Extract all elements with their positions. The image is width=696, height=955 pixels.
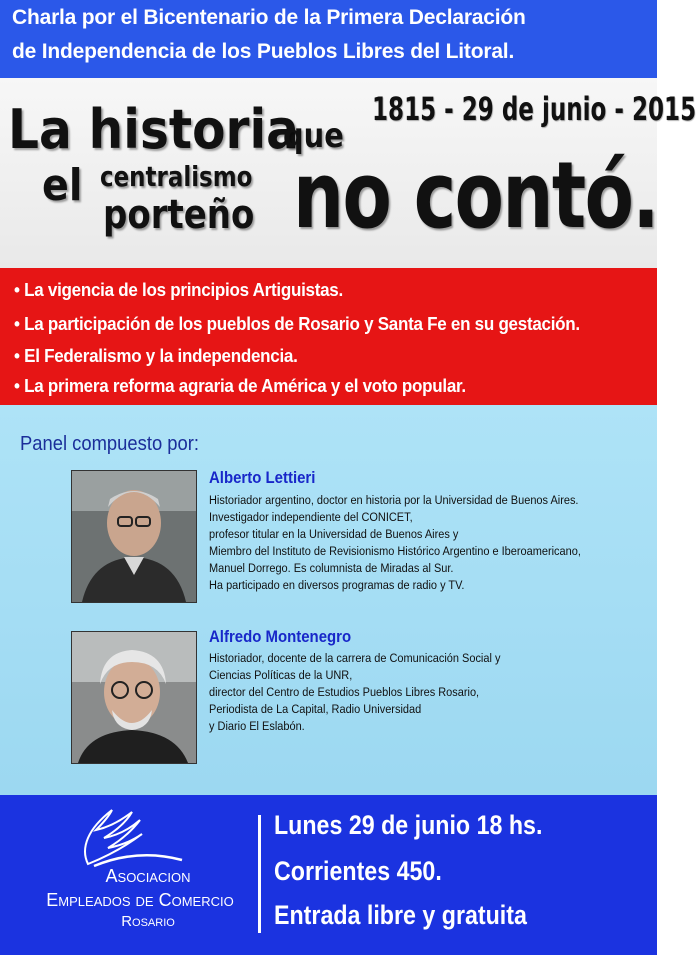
event-date-time: Lunes 29 de junio 18 hs. xyxy=(274,810,543,840)
speaker-name: Alfredo Montenegro xyxy=(209,627,352,646)
bio-line: Ha participado en diversos programas de radio y TV. xyxy=(209,578,465,592)
bio-line: Investigador independiente del CONICET, xyxy=(209,510,413,524)
header-line-1: Charla por el Bicentenario de la Primera Declaración xyxy=(12,6,526,29)
logo-text-line-2: Empleados de Comercio xyxy=(46,890,234,910)
bio-line: Manuel Dorrego. Es columnista de Miradas al Sur. xyxy=(209,561,454,575)
topic-item: • El Federalismo y la independencia. xyxy=(14,345,298,366)
topic-item: • La participación de los pueblos de Rosario y Santa Fe en su gestación. xyxy=(14,313,580,334)
bio-line: profesor titular en la Universidad de Buenos Aires y xyxy=(209,527,459,541)
bio-line: Ciencias Políticas de la UNR, xyxy=(209,668,353,682)
bio-line: Historiador, docente de la carrera de Comunicación Social y xyxy=(209,651,501,665)
title-el: el xyxy=(42,160,83,211)
speaker-photo-montenegro xyxy=(71,631,197,764)
panel-heading: Panel compuesto por: xyxy=(20,433,199,455)
title-la-historia: La historia xyxy=(8,98,299,161)
speaker-bio xyxy=(209,492,581,594)
speaker-photo-lettieri xyxy=(71,470,197,603)
wing-logo-icon xyxy=(78,808,188,870)
event-entry: Entrada libre y gratuita xyxy=(274,900,527,930)
header-line-2: de Independencia de los Pueblos Libres del Litoral. xyxy=(12,40,515,63)
bio-line: Historiador argentino, doctor en historia por la Universidad de Buenos Aires. xyxy=(209,493,579,507)
title-date: 1815 - 29 de junio - 2015 xyxy=(372,90,696,128)
logo-text-line-1: Asociacion xyxy=(105,866,191,886)
topic-item: • La vigencia de los principios Artiguistas. xyxy=(14,279,343,300)
event-address: Corrientes 450. xyxy=(274,856,442,886)
topic-item: • La primera reforma agraria de América y el voto popular. xyxy=(14,375,466,396)
bio-line: y Diario El Eslabón. xyxy=(209,719,305,733)
speaker-bio xyxy=(209,650,500,735)
title-que: que xyxy=(283,116,344,156)
bio-line: Periodista de La Capital, Radio Universidad xyxy=(209,702,422,716)
title-porteno: porteño xyxy=(103,192,255,238)
speaker-name: Alberto Lettieri xyxy=(209,468,316,487)
title-no-conto: no contó. xyxy=(293,142,659,249)
bio-line: director del Centro de Estudios Pueblos Libres Rosario, xyxy=(209,685,480,699)
footer-divider xyxy=(258,815,261,933)
bio-line: Miembro del Instituto de Revisionismo Histórico Argentino e Iberoamericano, xyxy=(209,544,581,558)
title-centralismo: centralismo xyxy=(100,160,253,193)
logo-text-line-3: Rosario xyxy=(121,913,175,930)
